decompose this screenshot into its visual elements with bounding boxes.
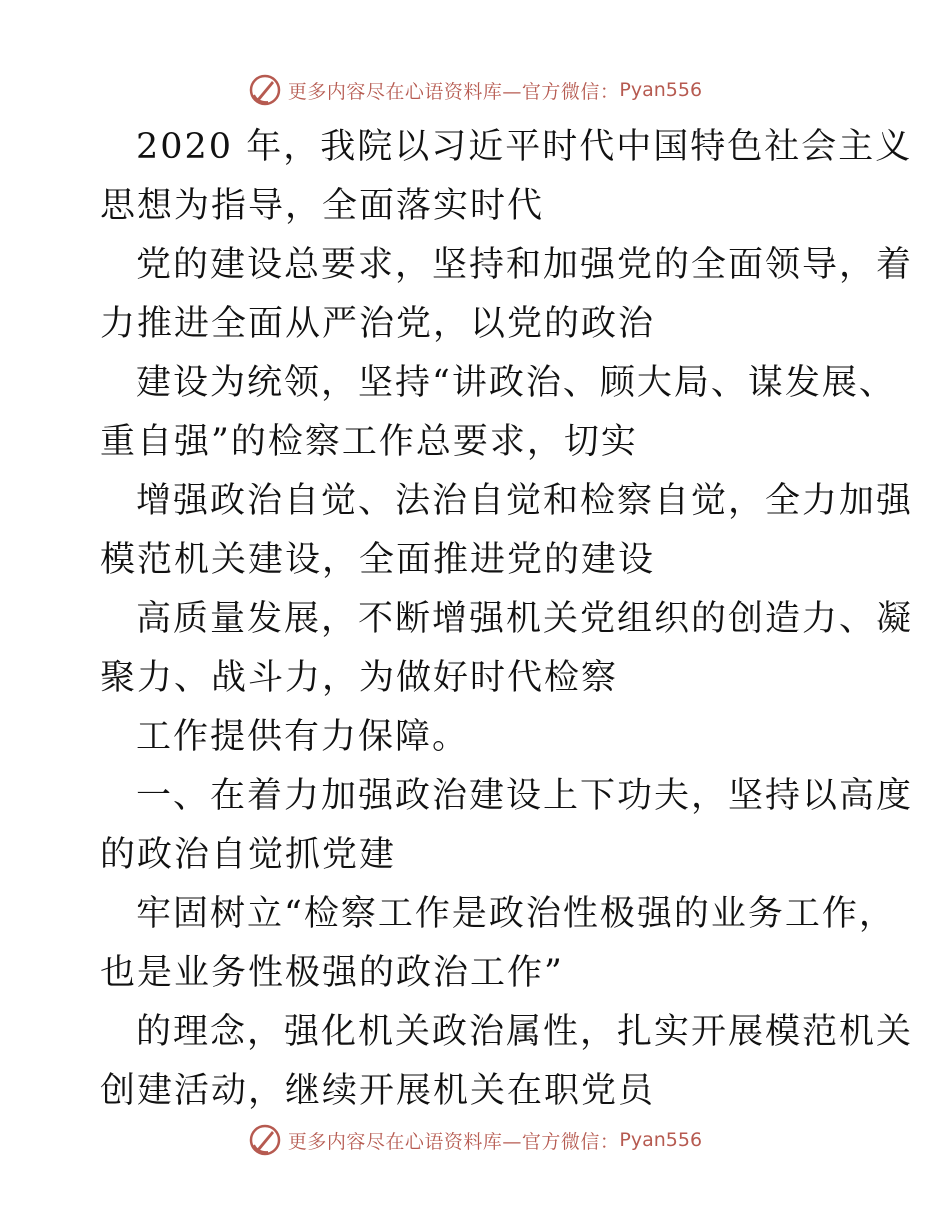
text-line: 力推进全面从严治党，以党的政治	[100, 304, 656, 344]
text-line: 聚力、战斗力，为做好时代检察	[100, 658, 619, 698]
text-line: 模范机关建设，全面推进党的建设	[100, 540, 656, 580]
watermark-handle: Pyan556	[619, 79, 703, 101]
text-line: 增强政治自觉、法治自觉和检察自觉，全力加强	[136, 481, 914, 521]
document-body	[100, 118, 914, 1121]
watermark-handle: Pyan556	[619, 1129, 703, 1151]
watermark-text: 更多内容尽在心语资料库—官方微信：	[287, 1130, 620, 1153]
text-line: 建设为统领，坚持“讲政治、顾大局、谋发展、	[136, 363, 896, 403]
text-line: 思想为指导，全面落实时代	[100, 186, 545, 226]
text-line: 牢固树立“检察工作是政治性极强的业务工作，	[136, 894, 896, 934]
text-line: 党的建设总要求，坚持和加强党的全面领导，着	[136, 245, 914, 285]
text-line: 2020 年，我院以习近平时代中国特色社会主义	[136, 127, 913, 167]
text-line: 也是业务性极强的政治工作”	[100, 953, 564, 993]
text-line: 的政治自觉抓党建	[100, 835, 397, 875]
header-watermark	[0, 70, 950, 110]
watermark-text: 更多内容尽在心语资料库—官方微信：	[287, 80, 620, 103]
quill-logo-icon	[248, 1123, 282, 1157]
text-line: 的理念，强化机关政治属性，扎实开展模范机关	[136, 1012, 914, 1052]
text-line: 一、在着力加强政治建设上下功夫，坚持以高度	[136, 776, 914, 816]
text-line: 高质量发展，不断增强机关党组织的创造力、凝	[136, 599, 914, 639]
quill-logo-icon	[248, 73, 282, 107]
footer-watermark	[0, 1120, 950, 1160]
text-line: 工作提供有力保障。	[136, 717, 470, 757]
text-line: 创建活动，继续开展机关在职党员	[100, 1071, 656, 1111]
text-line: 重自强”的检察工作总要求，切实	[100, 422, 638, 462]
